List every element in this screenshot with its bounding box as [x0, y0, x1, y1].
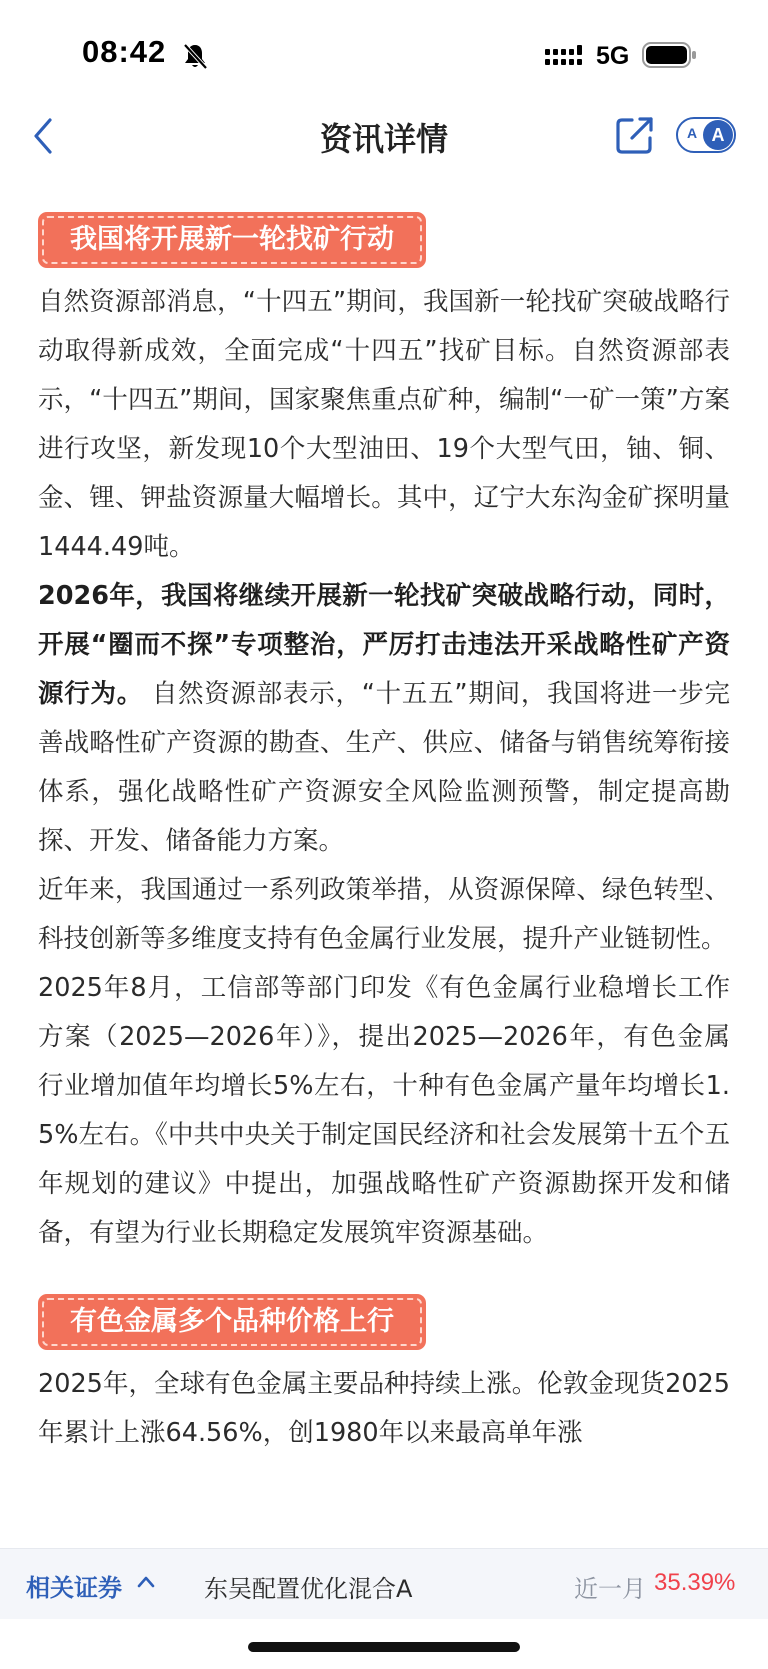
- section-spacer: [38, 1258, 730, 1294]
- section-heading-banner: [38, 212, 426, 268]
- bold-lead-text: 2026年，我国将继续开展新一轮找矿突破战略行动，同时，开展“圈而不探”专项整治，严厉打击违法开采战略性矿产资源行为。: [38, 581, 730, 709]
- font-large-label: A: [703, 120, 733, 150]
- article-paragraph: 2025年，全球有色金属主要品种持续上涨。伦敦金现货2025年累计上涨64.56%，创1980年以来最高单年涨: [38, 1369, 730, 1448]
- font-small-label: A: [687, 125, 698, 141]
- fund-name-link[interactable]: 东吴配置优化混合A: [204, 1575, 413, 1603]
- related-securities-toggle[interactable]: 相关证券: [26, 1574, 122, 1602]
- battery-icon: [642, 41, 698, 69]
- share-icon[interactable]: [614, 114, 656, 156]
- related-securities-bar[interactable]: [0, 1548, 768, 1619]
- period-return-value: 35.39%: [654, 1569, 736, 1596]
- article-paragraph: 近年来，我国通过一系列政策举措，从资源保障、绿色转型、科技创新等多维度支持有色金属行业发展，提升产业链韧性。: [38, 875, 730, 954]
- status-time: 08:42: [82, 34, 167, 69]
- article-paragraph: 2025年8月，工信部等部门印发《有色金属行业稳增长工作方案（2025—2026年）》，提出2025—2026年，有色金属行业增加值年均增长5%左右，十种有色金属产量年均增长1.5%左右。《中共中央关于制定国民经济和社会发展第十五个五年规划的建议》中提出，加强战略性矿产资源勘探开发和储备，有望为行业长期稳定发展筑牢资源基础。: [38, 973, 730, 1248]
- signal-icon: [545, 44, 585, 68]
- article-paragraph: 自然资源部消息，“十四五”期间，我国新一轮找矿突破战略行动取得新成效，全面完成“十四五”找矿目标。自然资源部表示，“十四五”期间，国家聚焦重点矿种，编制“一矿一策”方案进行攻坚，新发现10个大型油田、19个大型气田，铀、铜、金、锂、钾盐资源量大幅增长。其中，辽宁大东沟金矿探明量1444.49吨。: [38, 287, 730, 562]
- status-bar: [0, 0, 768, 110]
- home-indicator[interactable]: [248, 1642, 520, 1652]
- chevron-up-icon[interactable]: [136, 1574, 156, 1590]
- network-label: 5G: [596, 42, 630, 70]
- paragraph-rest: 自然资源部表示，“十五五”期间，我国将进一步完善战略性矿产资源的勘查、生产、供应、储备与销售统筹衔接体系，强化战略性矿产资源安全风险监测预警，制定提高勘探、开发、储备能力方案。: [38, 679, 730, 856]
- section-heading: 我国将开展新一轮找矿行动: [42, 216, 422, 264]
- font-size-toggle[interactable]: [676, 117, 736, 153]
- period-label: 近一月: [574, 1575, 646, 1603]
- nav-header: [0, 100, 768, 172]
- section-heading-banner: [38, 1294, 426, 1350]
- bell-muted-icon: [182, 42, 208, 70]
- article-body: [38, 212, 730, 1458]
- article-paragraph-highlight: [38, 572, 730, 866]
- section-heading: 有色金属多个品种价格上行: [42, 1298, 422, 1346]
- page-title: 资讯详情: [319, 120, 448, 158]
